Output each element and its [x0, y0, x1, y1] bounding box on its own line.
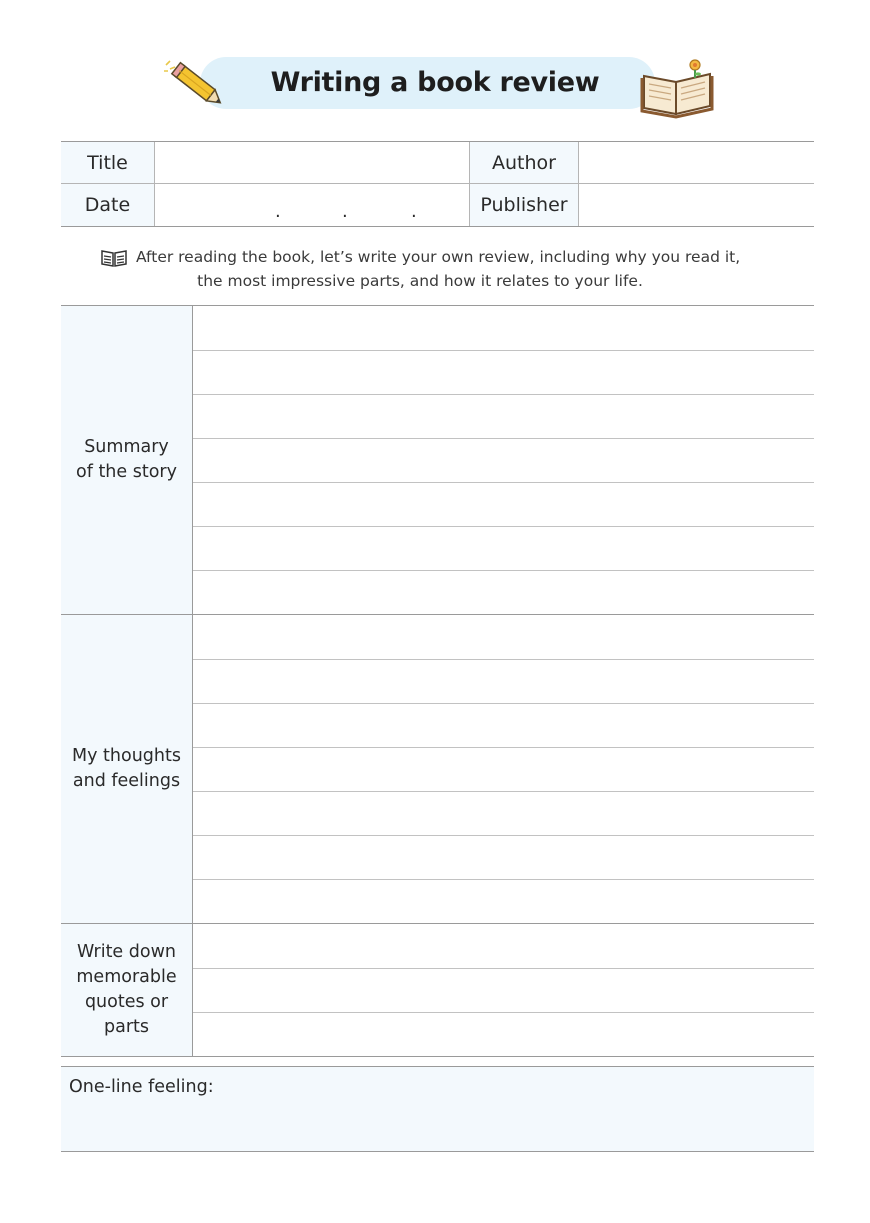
writing-line [193, 791, 814, 792]
thoughts-label-line: My thoughts [72, 746, 181, 766]
date-field[interactable] [155, 184, 470, 226]
publisher-field[interactable] [579, 184, 814, 226]
writing-line [193, 1012, 814, 1013]
summary-label-line: of the story [76, 462, 177, 482]
author-label: Author [470, 142, 579, 183]
thoughts-writing-area[interactable] [193, 615, 814, 923]
summary-label [61, 306, 193, 614]
writing-line [193, 703, 814, 704]
title-author-row [61, 142, 814, 184]
quotes-label-line: quotes or parts [84, 992, 169, 1037]
thoughts-label [61, 615, 193, 923]
writing-line [193, 879, 814, 880]
publisher-label: Publisher [470, 184, 579, 226]
date-separator: . [342, 201, 348, 222]
writing-line [193, 659, 814, 660]
writing-line [193, 747, 814, 748]
date-label: Date [61, 184, 155, 226]
writing-line [193, 350, 814, 351]
one-line-feeling-label: One-line feeling: [69, 1077, 214, 1097]
date-separator: . [411, 201, 417, 222]
summary-section [61, 306, 814, 615]
quotes-writing-area[interactable] [193, 924, 814, 1056]
date-publisher-row [61, 184, 814, 226]
thoughts-section [61, 615, 814, 924]
writing-line [193, 482, 814, 483]
thoughts-label-line: and feelings [72, 771, 181, 791]
quotes-section [61, 924, 814, 1056]
writing-line [193, 394, 814, 395]
quotes-label-line: memorable [76, 967, 177, 987]
book-info-table [61, 141, 814, 227]
summary-writing-area[interactable] [193, 306, 814, 614]
open-book-icon [638, 54, 716, 120]
quotes-label-line: Write down [77, 942, 176, 962]
writing-line [193, 968, 814, 969]
summary-label-line: Summary [84, 437, 169, 457]
writing-line [193, 835, 814, 836]
title-label: Title [61, 142, 155, 183]
instruction-line-1: After reading the book, let’s write your own review, including why you read it, [136, 248, 741, 266]
writing-line [193, 570, 814, 571]
writing-line [193, 526, 814, 527]
book-icon [101, 249, 127, 267]
title-field[interactable] [155, 142, 470, 183]
writing-line [193, 438, 814, 439]
quotes-label [61, 924, 193, 1056]
date-separator: . [275, 201, 281, 222]
author-field[interactable] [579, 142, 814, 183]
review-writing-table [61, 305, 814, 1057]
one-line-feeling-box[interactable] [61, 1066, 814, 1152]
instruction-line-2: the most impressive parts, and how it relates to your life. [197, 272, 643, 290]
page-title: Writing a book review [270, 67, 600, 98]
